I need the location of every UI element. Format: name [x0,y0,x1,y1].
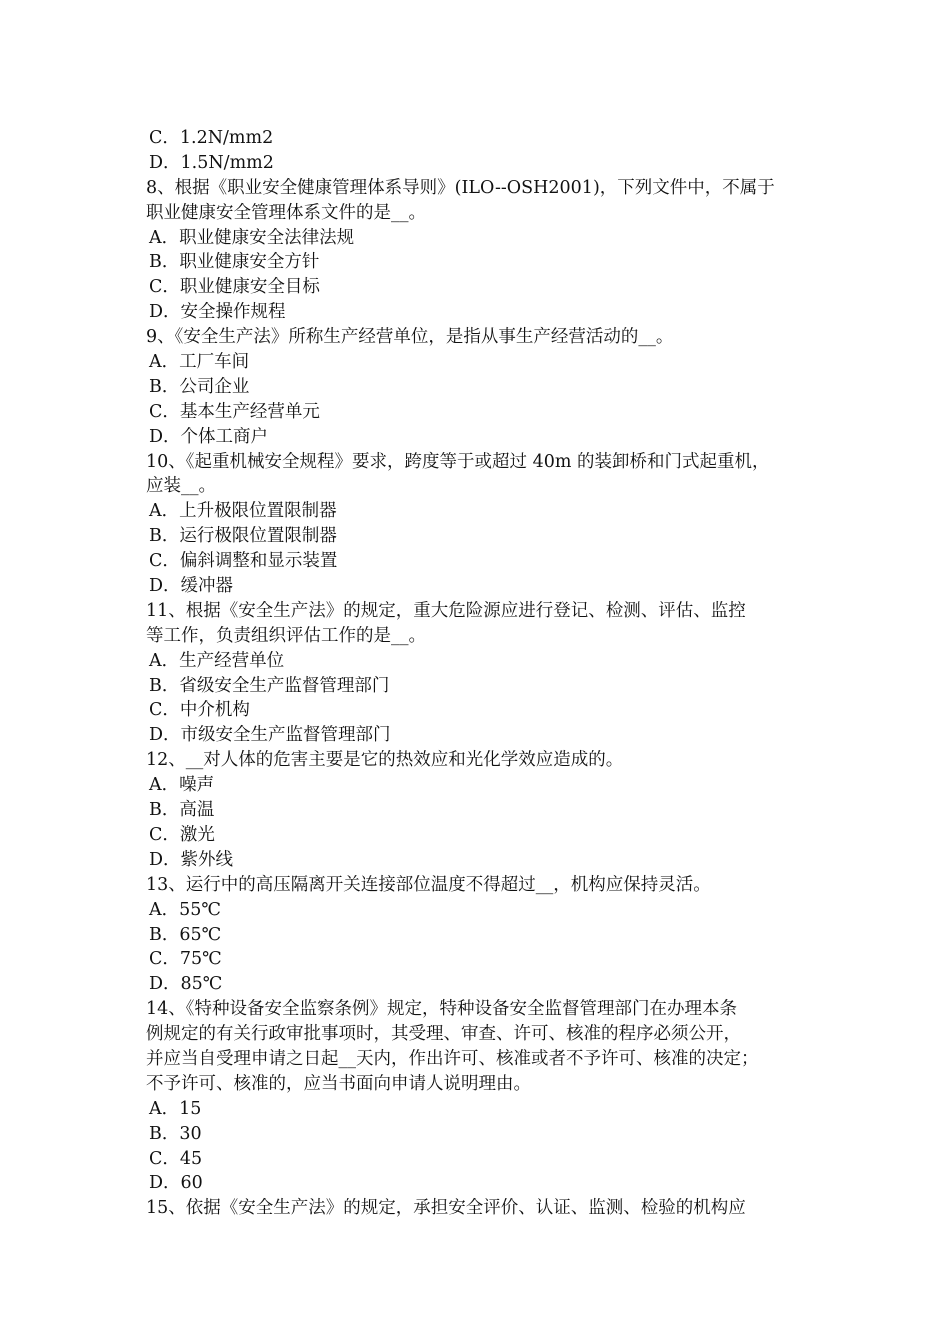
question-text: 11、根据《安全生产法》的规定，重大危险源应进行登记、检测、评估、监控 [146,600,746,621]
question-text: 等工作，负责组织评估工作的是__。 [146,625,426,646]
answer-option: C．45 [149,1148,203,1169]
answer-option: D．紫外线 [149,849,234,870]
question-text: 9、《安全生产法》所称生产经营单位，是指从事生产经营活动的__。 [146,327,674,348]
question-text: 13、运行中的高压隔离开关连接部位温度不得超过__，机构应保持灵活。 [146,874,711,895]
answer-option: B．高温 [149,800,215,821]
answer-option: B．省级安全生产监督管理部门 [149,675,390,696]
answer-option: A．噪声 [149,775,215,796]
answer-option: A．工厂车间 [149,352,250,373]
answer-option: B．公司企业 [149,376,250,397]
answer-option: C．偏斜调整和显示装置 [149,551,338,572]
answer-option: D．1.5N/mm2 [149,152,274,173]
answer-option: B．运行极限位置限制器 [149,526,337,547]
answer-option: A．职业健康安全法律法规 [149,227,355,248]
question-text: 14、《特种设备安全监察条例》规定，特种设备安全监督管理部门在办理本条 [146,999,738,1020]
question-text: 职业健康安全管理体系文件的是__。 [146,202,426,223]
answer-option: C．职业健康安全目标 [149,277,320,298]
answer-option: D．个体工商户 [149,426,269,447]
answer-option: B．30 [149,1123,202,1144]
question-text: 不予许可、核准的，应当书面向申请人说明理由。 [146,1073,531,1094]
answer-option: D．缓冲器 [149,576,234,597]
question-text: 12、__对人体的危害主要是它的热效应和光化学效应造成的。 [146,750,624,771]
answer-option: A．15 [149,1098,202,1119]
answer-option: B．职业健康安全方针 [149,252,320,273]
answer-option: C．中介机构 [149,700,250,721]
answer-option: C．1.2N/mm2 [149,128,274,148]
answer-option: D．市级安全生产监督管理部门 [149,725,391,746]
answer-option: C．激光 [149,824,215,845]
question-text: 并应当自受理申请之日起__天内，作出许可、核准或者不予许可、核准的决定； [146,1048,759,1069]
answer-option: D．安全操作规程 [149,302,286,323]
question-text: 10、《起重机械安全规程》要求，跨度等于或超过 40m 的装卸桥和门式起重机， [146,451,770,472]
question-text: 15、依据《安全生产法》的规定，承担安全评价、认证、监测、检验的机构应 [146,1198,746,1219]
answer-option: A．生产经营单位 [149,650,285,671]
answer-option: C．75℃ [149,949,222,970]
answer-option: D．60 [149,1173,203,1194]
question-text: 例规定的有关行政审批事项时，其受理、审查、许可、核准的程序必须公开， [146,1024,741,1045]
answer-option: A．上升极限位置限制器 [149,501,337,522]
question-list [146,126,826,1221]
answer-option: C．基本生产经营单元 [149,401,320,422]
question-text: 应装__。 [146,476,216,497]
question-text: 8、根据《职业安全健康管理体系导则》(ILO--OSH2001)，下列文件中，不属于 [146,177,775,198]
answer-option: D．85℃ [149,974,223,995]
answer-option: A．55℃ [149,899,221,920]
answer-option: B．65℃ [149,924,222,945]
